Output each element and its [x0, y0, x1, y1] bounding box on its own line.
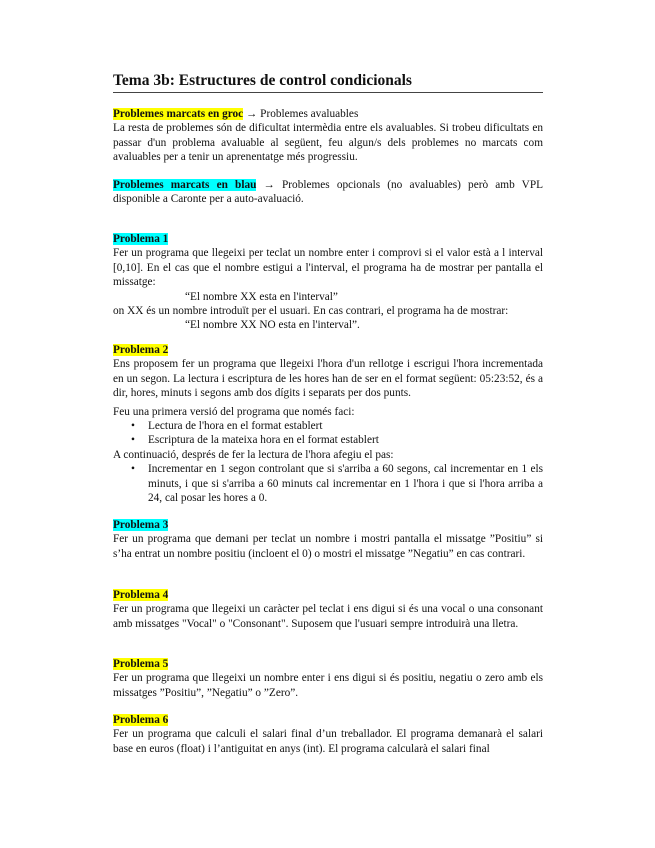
- problem-5-text: Fer un programa que llegeixi un nombre enter i ens digui si és positiu, negatiu o zero amb els missatges ”Positiu”, ”Negatiu” o ”Zero”.: [113, 672, 543, 699]
- problem-3-heading: Problema 3: [113, 519, 169, 531]
- problem-4-heading: Problema 4: [113, 589, 169, 601]
- problem-1-text: Fer un programa que llegeixi per teclat un nombre enter i comprovi si el valor està a l interval [0,10]. En el cas que el nombre estigui a l'interval, el programa ha de mostrar per pantalla el missatge:: [113, 247, 543, 289]
- yellow-description: La resta de problemes són de dificultat intermèdia entre els avaluables. Si trobeu dificultats en passar d'un problema avaluable al següent, feu algun/s dels problemes no marcats com avaluables per a tenir un aprenentatge més progressiu.: [113, 122, 543, 164]
- list-item: • Incrementar en 1 segon controlant que si s'arriba a 60 segons, cal incrementar en 1 els minuts, i que si s'arriba a 60 minuts cal incrementar en 1 l'hora i que si l'hora arriba a 24, cal posar les hores a 0.: [113, 462, 543, 505]
- problem-1-heading: Problema 1: [113, 233, 169, 245]
- list-item: • Escriptura de la mateixa hora en el format establert: [113, 433, 543, 447]
- problem-1-middle: on XX és un nombre introduït per el usuari. En cas contrari, el programa ha de mostrar:: [113, 305, 509, 318]
- arrow-icon: →: [263, 179, 275, 191]
- problem-2-steps-list: [113, 419, 543, 448]
- problem-5: [113, 657, 543, 700]
- yellow-text: Problemes avaluables: [260, 108, 359, 120]
- blue-label: Problemes marcats en blau: [113, 179, 257, 191]
- problem-2-continuation: A continuació, després de fer la lectura de l'hora afegiu el pas:: [113, 448, 394, 461]
- blue-text: Problemes opcionals (no avaluables) però amb VPL disponible a Caronte per a auto-avaluació.: [113, 179, 544, 206]
- problem-6-text: Fer un programa que calculi el salari final d’un treballador. El programa demanarà el salari base en euros (float) i l’antiguitat en anys (int). El programa calcularà el salari final: [113, 728, 543, 755]
- page-title: Tema 3b: Estructures de control condicionals: [113, 71, 543, 93]
- intro-block: [113, 107, 543, 165]
- problem-3: [113, 518, 543, 561]
- problem-2-heading: Problema 2: [113, 344, 169, 356]
- problem-1-message-out: “El nombre XX NO esta en l'interval”.: [185, 319, 360, 332]
- problem-1-message-in: “El nombre XX esta en l'interval”: [185, 290, 338, 303]
- problem-4: [113, 588, 543, 631]
- problem-4-text: Fer un programa que llegeixi un caràcter pel teclat i ens digui si és una vocal o una consonant amb missatges "Vocal" o "Consonant". Suposem que l'usuari sempre introduirà una lletra.: [113, 603, 543, 630]
- problem-6-heading: Problema 6: [113, 714, 169, 726]
- problem-2: [113, 343, 543, 505]
- arrow-icon: →: [246, 108, 258, 120]
- list-item: • Lectura de l'hora en el format establert: [113, 419, 543, 433]
- blue-legend-block: [113, 178, 543, 207]
- problem-2-text: Ens proposem fer un programa que llegeixi l'hora d'un rellotge i escrigui l'hora incrementada en un segon. La lectura i escriptura de les hores han de ser en el format següent: 05:23:52, és a dir, hores, minuts i segons amb dos dígits i separats per dos punts.: [113, 358, 543, 400]
- yellow-label: Problemes marcats en groc: [113, 108, 244, 120]
- problem-2-first-version: Feu una primera versió del programa que només faci:: [113, 405, 355, 418]
- problem-3-text: Fer un programa que demani per teclat un nombre i mostri pantalla el missatge ”Positiu” si s’ha entrat un nombre positiu (incloent el 0) o mostri el missatge ”Negatiu” en cas contrari.: [113, 533, 543, 560]
- problem-2-extra-list: [113, 462, 543, 505]
- problem-5-heading: Problema 5: [113, 658, 169, 670]
- yellow-legend: [113, 107, 543, 121]
- problem-1: [113, 232, 543, 333]
- problem-6: [113, 713, 543, 756]
